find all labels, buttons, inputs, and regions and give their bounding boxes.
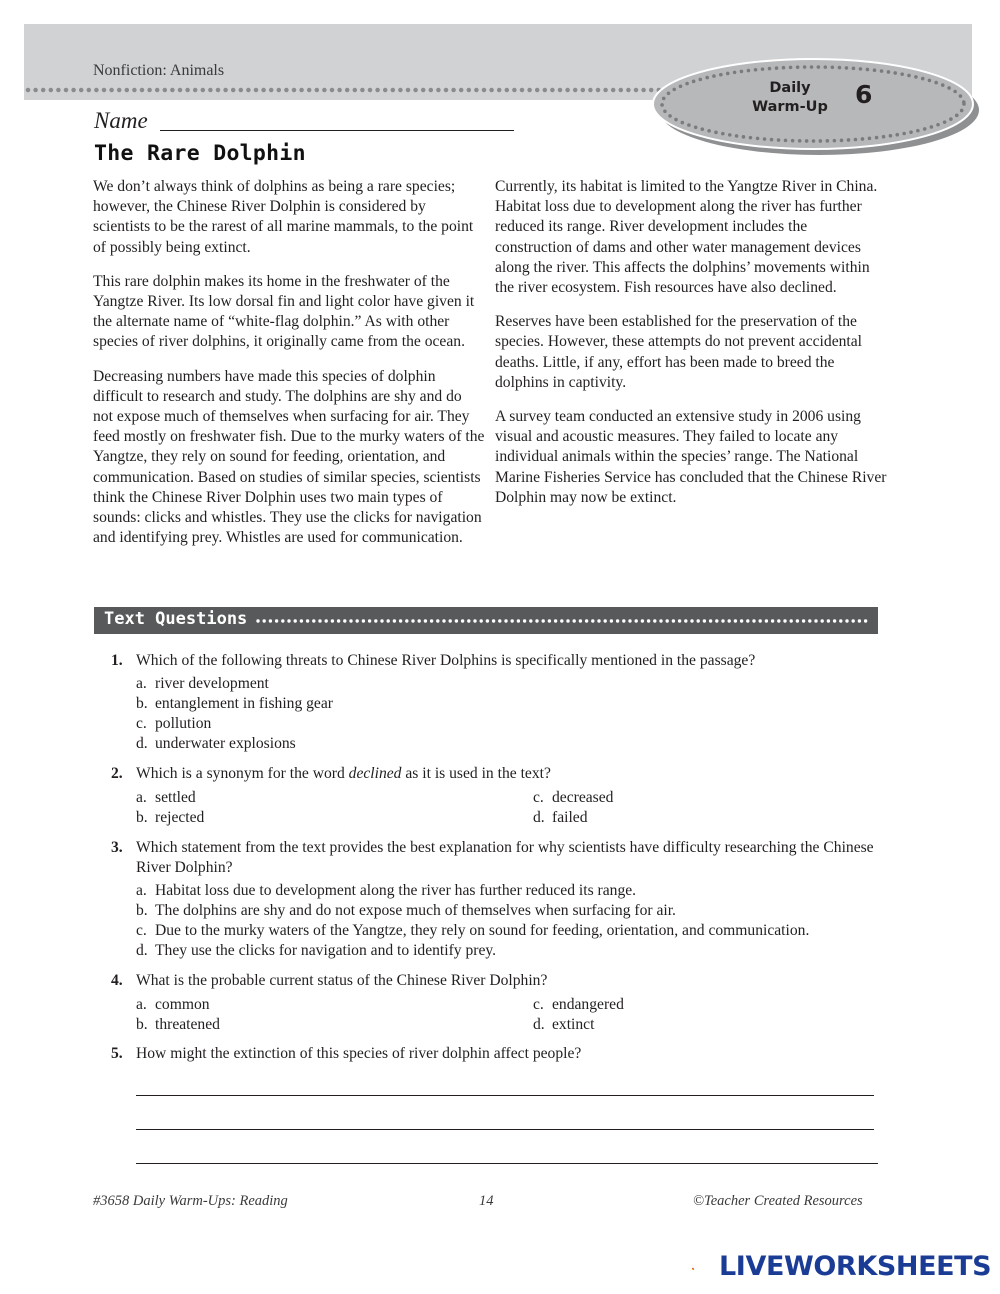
answer-option[interactable] xyxy=(533,788,613,808)
option-letter: b. xyxy=(136,902,148,919)
option-text: settled xyxy=(155,789,196,806)
option-text: The dolphins are shy and do not expose much of themselves when surfacing for air. xyxy=(155,902,676,919)
option-text: Habitat loss due to development along the river has further reduced its range. xyxy=(155,882,637,899)
question-number: 2. xyxy=(111,765,123,782)
option-text: common xyxy=(155,996,210,1013)
answer-line[interactable] xyxy=(136,1163,878,1164)
option-letter: d. xyxy=(136,942,148,959)
liveworksheets-logo-icon xyxy=(692,1254,718,1284)
header-dotted-rule xyxy=(24,86,664,94)
option-text: decreased xyxy=(552,789,614,806)
option-letter: d. xyxy=(136,735,148,752)
option-text: underwater explosions xyxy=(155,735,296,752)
passage-paragraph: Currently, its habitat is limited to the Yangtze River in China. Habitat loss due to development along the river has further reduced its range. River development includes the construction of dams and other water management devices along the river. This affects the dolphins’ movements within the river ecosystem. Fish resources have also declined. xyxy=(495,178,878,297)
answer-option[interactable] xyxy=(136,674,269,694)
answer-option[interactable] xyxy=(136,808,204,828)
option-text: Due to the murky waters of the Yangtze, they rely on sound for feeding, orientation, and communication. xyxy=(155,922,810,939)
text-questions-heading: Text Questions xyxy=(104,609,248,629)
question-text: Which of the following threats to Chinese River Dolphins is specifically mentioned in the passage? xyxy=(136,652,756,669)
question-number: 4. xyxy=(111,972,123,989)
option-letter: c. xyxy=(136,922,147,939)
liveworksheets-logo-text: LIVEWORKSHEETS xyxy=(719,1251,992,1282)
badge-label xyxy=(742,79,838,117)
option-letter: c. xyxy=(533,789,544,806)
answer-option[interactable] xyxy=(533,995,624,1015)
badge-label-line1: Daily xyxy=(769,80,811,96)
answer-option[interactable] xyxy=(533,1015,594,1035)
option-letter: b. xyxy=(136,695,148,712)
option-text: entanglement in fishing gear xyxy=(155,695,333,712)
name-label: Name xyxy=(94,108,148,133)
footer-publisher: ©Teacher Created Resources xyxy=(693,1193,863,1209)
footer-page-number: 14 xyxy=(479,1193,494,1209)
answer-option[interactable] xyxy=(136,921,809,941)
passage-paragraph: Reserves have been established for the preservation of the species. However, these attempts do not prevent accidental deaths. Little, if any, effort has been made to breed the dolphins in captivity. xyxy=(495,313,862,391)
question-text-part: Which is a synonym for the word xyxy=(136,765,349,782)
question-text: How might the extinction of this species of river dolphin affect people? xyxy=(136,1045,582,1062)
answer-line[interactable] xyxy=(136,1129,874,1130)
passage-left-column xyxy=(93,177,485,562)
page-title: The Rare Dolphin xyxy=(94,141,306,166)
option-letter: c. xyxy=(136,715,147,732)
option-letter: c. xyxy=(533,996,544,1013)
question-number: 1. xyxy=(111,652,123,669)
option-letter: b. xyxy=(136,1016,148,1033)
answer-option[interactable] xyxy=(136,941,496,961)
answer-option[interactable] xyxy=(136,1015,220,1035)
option-letter: d. xyxy=(533,1016,545,1033)
option-letter: a. xyxy=(136,882,147,899)
badge-number: 6 xyxy=(855,80,873,109)
answer-option[interactable] xyxy=(136,734,296,754)
question-number: 3. xyxy=(111,839,123,856)
answer-option[interactable] xyxy=(533,808,588,828)
question-text xyxy=(136,764,881,784)
name-input-line[interactable] xyxy=(160,130,514,131)
question-text: Which statement from the text provides the best explanation for why scientists have difficulty researching the Chinese River Dolphin? xyxy=(136,839,874,877)
option-letter: d. xyxy=(533,809,545,826)
badge-label-line2: Warm-Up xyxy=(752,99,828,115)
answer-option[interactable] xyxy=(136,694,333,714)
passage-paragraph: We don’t always think of dolphins as being a rare species; however, the Chinese River Dolphin is considered by scientists to be the rarest of all marine mammals, to the point of possibly being extinct. xyxy=(93,178,474,256)
passage-right-column xyxy=(495,177,887,522)
option-text: river development xyxy=(155,675,269,692)
question-text-part: as it is used in the text? xyxy=(401,765,551,782)
option-text: pollution xyxy=(155,715,212,732)
text-questions-dotted-rule xyxy=(255,617,870,625)
answer-option[interactable] xyxy=(136,995,210,1015)
option-text: extinct xyxy=(552,1016,595,1033)
footer-book-title: #3658 Daily Warm-Ups: Reading xyxy=(93,1193,288,1209)
question-text: What is the probable current status of the Chinese River Dolphin? xyxy=(136,972,548,989)
option-text: rejected xyxy=(155,809,205,826)
question-emphasis-word: declined xyxy=(348,765,402,782)
option-text: endangered xyxy=(552,996,624,1013)
answer-option[interactable] xyxy=(136,901,676,921)
option-letter: a. xyxy=(136,675,147,692)
passage-paragraph: Decreasing numbers have made this species of dolphin difficult to research and study. The dolphins are shy and do not expose much of themselves when surfacing for air. They feed mostly on freshwater fish. Due to the murky waters of the Yangtze, they rely on sound for feeding, orientation, and communication. Based on studies of similar species, scientists think the Chinese River Dolphin uses two main types of sounds: clicks and whistles. They use the clicks for navigation and identifying prey. Whistles are used for communication. xyxy=(93,367,485,547)
category-label: Nonfiction: Animals xyxy=(93,62,225,79)
option-text: failed xyxy=(552,809,588,826)
answer-option[interactable] xyxy=(136,714,211,734)
option-letter: a. xyxy=(136,789,147,806)
answer-option[interactable] xyxy=(136,881,636,901)
option-letter: a. xyxy=(136,996,147,1013)
question-number: 5. xyxy=(111,1045,123,1062)
option-text: threatened xyxy=(155,1016,220,1033)
answer-line[interactable] xyxy=(136,1095,874,1096)
passage-paragraph: This rare dolphin makes its home in the freshwater of the Yangtze River. Its low dorsal fin and light color have given it the alternate name of “white-flag dolphin.” As with other species of river dolphins, it originally came from the ocean. xyxy=(93,272,475,351)
option-text: They use the clicks for navigation and to identify prey. xyxy=(155,942,497,959)
option-letter: b. xyxy=(136,809,148,826)
answer-option[interactable] xyxy=(136,788,196,808)
passage-paragraph: A survey team conducted an extensive study in 2006 using visual and acoustic measures. They failed to locate any individual animals within the species’ range. The National Marine Fisheries Service has concluded that the Chinese River Dolphin may now be extinct. xyxy=(495,408,887,506)
